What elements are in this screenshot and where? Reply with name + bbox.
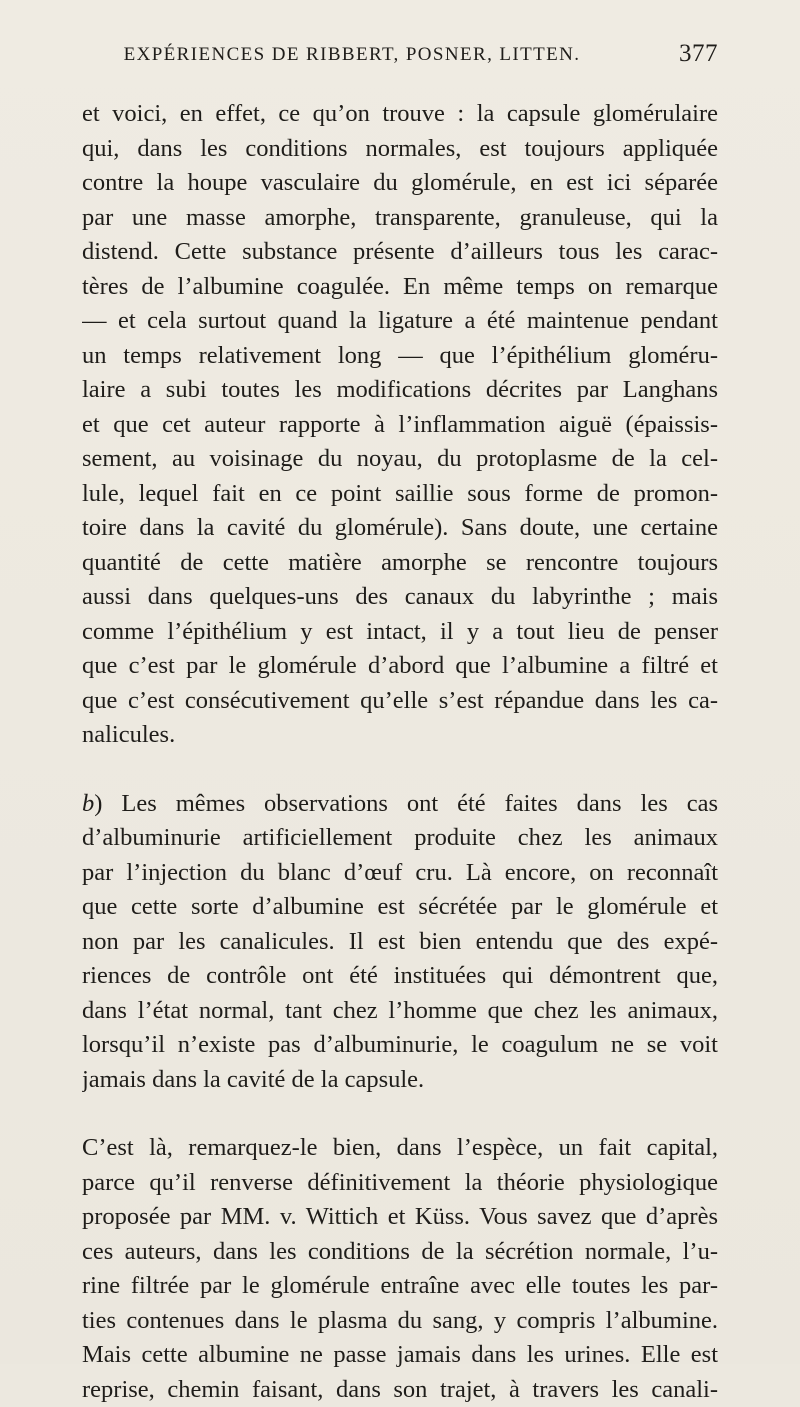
text-line: qui, dans les conditions normales, est toujours appliquée	[82, 132, 718, 167]
text-line: parce qu’il renverse définitivement la théorie physiologique	[82, 1166, 718, 1201]
page-number: 377	[679, 40, 718, 68]
text-line: comme l’épithélium y est intact, il y a tout lieu de penser	[82, 615, 718, 650]
text-line-with-marker	[82, 787, 718, 822]
text-line: rine filtrée par le glomérule entraîne avec elle toutes les par-	[82, 1269, 718, 1304]
text-line: riences de contrôle ont été instituées qui démontrent que,	[82, 959, 718, 994]
text-line: reprise, chemin faisant, dans son trajet, à travers les canali-	[82, 1373, 718, 1407]
text-line: toire dans la cavité du glomérule). Sans doute, une certaine	[82, 511, 718, 546]
text-line: et voici, en effet, ce qu’on trouve : la capsule glomérulaire	[82, 97, 718, 132]
text-line: que c’est consécutivement qu’elle s’est répandue dans les ca-	[82, 684, 718, 719]
text-line: — et cela surtout quand la ligature a été maintenue pendant	[82, 304, 718, 339]
body-text	[82, 97, 718, 1407]
text-line: C’est là, remarquez-le bien, dans l’espèce, un fait capital,	[82, 1131, 718, 1166]
paragraph-marker: b	[82, 790, 94, 817]
page-header	[82, 36, 718, 76]
text-line: ties contenues dans le plasma du sang, y compris l’albumine.	[82, 1304, 718, 1339]
text-line: par une masse amorphe, transparente, granuleuse, qui la	[82, 201, 718, 236]
text-line: et que cet auteur rapporte à l’inflammation aiguë (épaissis-	[82, 408, 718, 443]
text-line-rest: ) Les mêmes observations ont été faites dans les cas	[94, 790, 718, 817]
text-line: par l’injection du blanc d’œuf cru. Là encore, on reconnaît	[82, 856, 718, 891]
text-line: contre la houpe vasculaire du glomérule, en est ici séparée	[82, 166, 718, 201]
text-line: dans l’état normal, tant chez l’homme que chez les animaux,	[82, 994, 718, 1029]
text-line: Mais cette albumine ne passe jamais dans les urines. Elle est	[82, 1338, 718, 1373]
text-line: nalicules.	[82, 718, 718, 753]
text-line: que c’est par le glomérule d’abord que l’albumine a filtré et	[82, 649, 718, 684]
text-line: d’albuminurie artificiellement produite chez les animaux	[82, 821, 718, 856]
text-line: lule, lequel fait en ce point saillie sous forme de promon-	[82, 477, 718, 512]
paragraph-1	[82, 97, 718, 753]
text-line: tères de l’albumine coagulée. En même temps on remarque	[82, 270, 718, 305]
text-line: laire a subi toutes les modifications décrites par Langhans	[82, 373, 718, 408]
paragraph-2	[82, 787, 718, 1098]
text-line: proposée par MM. v. Wittich et Küss. Vous savez que d’après	[82, 1200, 718, 1235]
text-line: quantité de cette matière amorphe se rencontre toujours	[82, 546, 718, 581]
text-line: aussi dans quelques-uns des canaux du labyrinthe ; mais	[82, 580, 718, 615]
text-line: distend. Cette substance présente d’ailleurs tous les carac-	[82, 235, 718, 270]
text-line: un temps relativement long — que l’épithélium gloméru-	[82, 339, 718, 374]
text-line: ces auteurs, dans les conditions de la sécrétion normale, l’u-	[82, 1235, 718, 1270]
text-line: sement, au voisinage du noyau, du protoplasme de la cel-	[82, 442, 718, 477]
text-line: jamais dans la cavité de la capsule.	[82, 1063, 718, 1098]
text-line: non par les canalicules. Il est bien entendu que des expé-	[82, 925, 718, 960]
paragraph-3	[82, 1131, 718, 1407]
text-line: que cette sorte d’albumine est sécrétée par le glomérule et	[82, 890, 718, 925]
text-line: lorsqu’il n’existe pas d’albuminurie, le coagulum ne se voit	[82, 1028, 718, 1063]
running-head: EXPÉRIENCES DE RIBBERT, POSNER, LITTEN.	[82, 44, 622, 66]
